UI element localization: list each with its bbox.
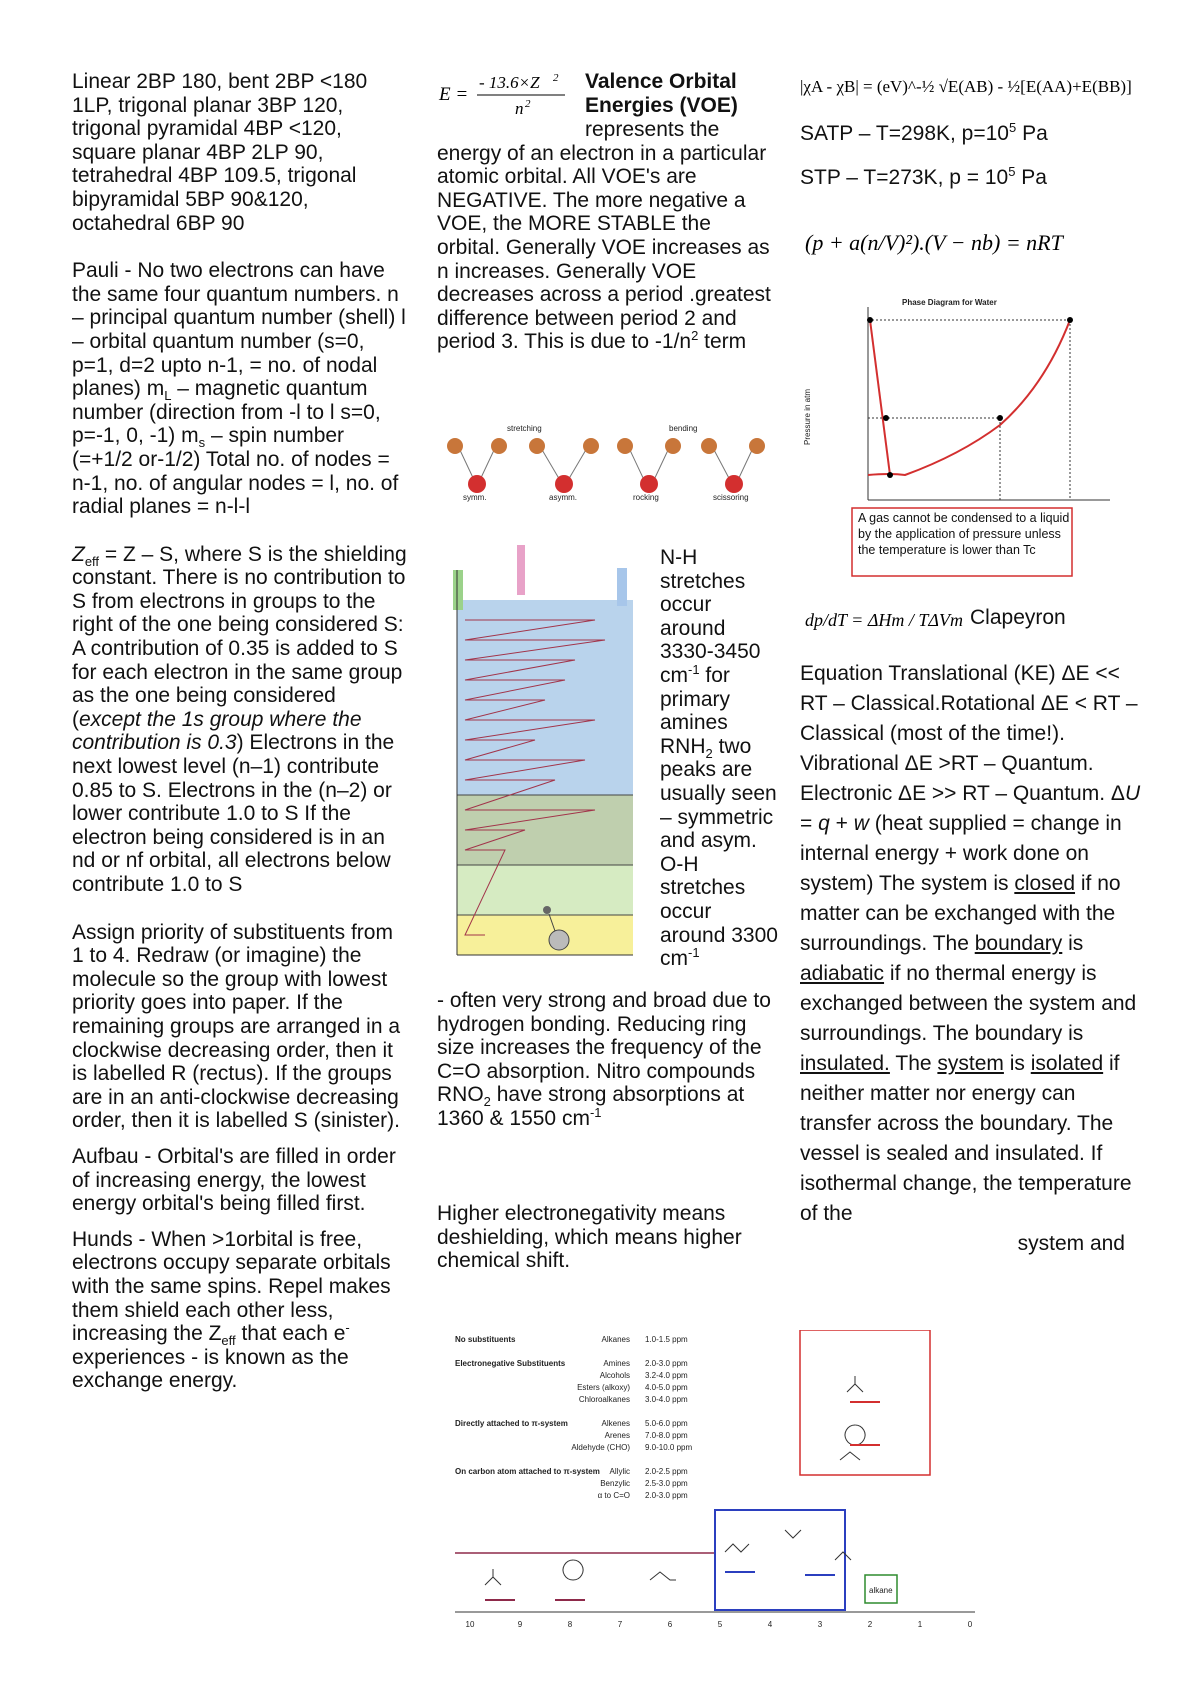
column-middle: [437, 70, 777, 354]
nmr-shift-range: 2.5-3.0 ppm: [645, 1479, 688, 1488]
clapeyron-formula-text: dp/dT = ΔHm / TΔVm: [805, 610, 963, 630]
svg-text:n: n: [515, 99, 524, 118]
phase-note: A gas cannot be condensed to a liquid by the application of pressure unless the temperature is lower than Tc: [858, 511, 1070, 557]
van-der-waals-formula: [805, 212, 1105, 272]
nmr-compound: Alkanes: [601, 1335, 630, 1344]
voe-formula-svg: [437, 70, 577, 118]
nmr-compound: Aldehyde (CHO): [571, 1443, 630, 1452]
nmr-shift-range: 4.0-5.0 ppm: [645, 1383, 688, 1392]
svg-text:- 13.6×Z: - 13.6×Z: [479, 73, 540, 92]
clapeyron-formula: [805, 592, 965, 650]
nmr-shift-range: 5.0-6.0 ppm: [645, 1419, 688, 1428]
nmr-group-label: Directly attached to π-system: [455, 1419, 568, 1428]
phase-diagram-figure: [800, 295, 1120, 585]
nmr-compound: Alkenes: [601, 1419, 630, 1428]
nmr-compound: Esters (alkoxy): [577, 1383, 630, 1392]
nmr-text: Higher electronegativity means deshielding, which means higher chemical shift.: [437, 1202, 742, 1273]
label-stretching: stretching: [507, 424, 542, 433]
nmr-compound: α to C=O: [597, 1491, 630, 1500]
nmr-shift-range: 1.0-1.5 ppm: [645, 1335, 688, 1344]
svg-text:2: 2: [553, 72, 559, 84]
nmr-axis-tick-label: 10: [465, 1620, 475, 1629]
nmr-shift-range: 9.0-10.0 ppm: [645, 1443, 693, 1452]
nmr-compound: Allylic: [609, 1467, 630, 1476]
electronegativity-formula-text: |χA - χB| = (eV)^-½ √E(AB) - ½[E(AA)+E(BB)]: [800, 77, 1132, 96]
vibration-modes-figure: [437, 420, 777, 502]
nmr-shift-range: 2.0-2.5 ppm: [645, 1467, 688, 1476]
nmr-compound: Amines: [603, 1359, 630, 1368]
label-asymm: asymm.: [549, 493, 577, 502]
voe-text: represents the energy of an electron in a particular atomic orbital. All VOE's are NEGATIVE. The more negative a VOE, the MORE STABLE the orbital. Generally VOE increases as n increases. Generally VOE decreases across a period .greatest difference between period 2 and period 3. This is due to $-1/n^2$ term: [437, 118, 771, 354]
nmr-group-label: On carbon atom attached to π-system: [455, 1467, 600, 1476]
nmr-axis-tick-label: 3: [817, 1620, 823, 1629]
thermo-paragraph: Equation Translational (KE) ΔE << RT – Classical.Rotational ΔE < RT – Classical (most of the time!). Vibrational ΔE >RT – Quantum. Electronic ΔE >> RT – Quantum. ΔU = q + w (heat supplied = change in internal energy + work done on system) The system is closed if no matter can be exchanged with the surroundings. The boundary is adiabatic if no thermal energy is exchanged between the system and surroundings. The boundary is insulated. The system is isolated if neither matter nor energy can transfer across the boundary. The vessel is sealed and insulated. If isothermal change, the temperature of the system and: [800, 659, 1145, 1259]
nmr-shift-range: 2.0-3.0 ppm: [645, 1359, 688, 1368]
electronegativity-formula: [800, 72, 1140, 100]
nmr-compound: Chloroalkanes: [578, 1395, 630, 1404]
nmr-table: [455, 1335, 692, 1500]
thermo-tail: system and: [1017, 1232, 1125, 1255]
stp-line: STP – T=273K, $p = 10^5$ Pa: [800, 164, 1047, 189]
column-left: [72, 70, 407, 1417]
alkane-box-label: alkane: [869, 1586, 893, 1595]
label-scissoring: scissoring: [713, 493, 749, 502]
label-rocking: rocking: [633, 493, 659, 502]
vsepr-paragraph: Linear 2BP 180, bent 2BP <180 1LP, trigonal planar 3BP 120, trigonal pyramidal 4BP <120, square planar 4BP 2LP 90, tetrahedral 4BP 109.5, trigonal bipyramidal 5BP 90&120, octahedral 6BP 90: [72, 70, 368, 235]
nmr-axis-tick-label: 0: [967, 1620, 973, 1629]
clapeyron-label: Clapeyron: [970, 606, 1066, 629]
nmr-axis: [466, 1620, 973, 1629]
nmr-axis-tick-label: 9: [517, 1620, 523, 1629]
label-symm: symm.: [463, 493, 487, 502]
nmr-compound: Arenes: [604, 1431, 630, 1440]
nmr-axis-tick-label: 5: [717, 1620, 723, 1629]
ir-text-continued: - often very strong and broad due to hydrogen bonding. Reducing ring size increases the frequency of the C=O absorption. Nitro compounds $RNO_2$ have strong absorptions at 1360 & 1550 $cm^{-1}$: [437, 989, 771, 1130]
svg-text:E =: E =: [439, 84, 469, 105]
nmr-axis-tick-label: 8: [567, 1620, 573, 1629]
label-bending: bending: [669, 424, 698, 433]
voe-block: [437, 70, 777, 354]
nmr-axis-tick-label: 6: [667, 1620, 673, 1629]
nmr-axis-tick-label: 4: [767, 1620, 773, 1629]
svg-text:2: 2: [525, 98, 531, 110]
clapeyron-block: [805, 592, 1145, 650]
nmr-compound: Alcohols: [599, 1371, 630, 1380]
cip-paragraph: Assign priority of substituents from 1 to 4. Redraw (or imagine) the molecule so the group with lowest priority goes into paper. If the remaining groups are arranged in a clockwise decreasing order, then it is labelled R (rectus). If the groups are in an anti-clockwise decreasing order, then it is labelled S (sinister).: [72, 920, 401, 1133]
voe-title: Valence Orbital Energies (VOE): [585, 70, 738, 117]
nmr-group-label: Electronegative Substituents: [455, 1359, 566, 1368]
zeff-paragraph: $Z_{eff} = Z - S$, where S is the shielding constant. There is no contribution to S from electrons in groups to the right of the one being considered S: A contribution of 0.35 is added to S for each electron in the same group as the one being considered (except the 1s group where the contribution is 0.3) Electrons in the next lowest level (n–1) contribute 0.85 to S. Electrons in the (n–2) or lower contribute 1.0 to S If the electron being considered is in an nd or nf orbital, all electrons below contribute 1.0 to S: [72, 542, 407, 896]
van-der-waals-text: (p + a(n/V)²).(V − nb) = nRT: [805, 230, 1063, 255]
nmr-shift-range: 7.0-8.0 ppm: [645, 1431, 688, 1440]
phase-ylabel: Pressure in atm: [803, 388, 812, 445]
nmr-compound: Benzylic: [600, 1479, 630, 1488]
nmr-shift-range: 2.0-3.0 ppm: [645, 1491, 688, 1500]
aufbau-paragraph: Aufbau - Orbital's are filled in order of increasing energy, the lowest energy orbital's being filled first.: [72, 1144, 396, 1216]
nmr-axis-tick-label: 2: [867, 1620, 873, 1629]
phase-title: Phase Diagram for Water: [902, 298, 997, 307]
nmr-shift-range: 3.0-4.0 ppm: [645, 1395, 688, 1404]
ir-text: N-H stretches occur around 3330-3450 $cm^{-1}$ for primary amines $RNH_2$ two peaks are usually seen – symmetric and asym. O-H stretches occur around 3300 $cm^{-1}$: [660, 546, 778, 971]
pauli-paragraph: Pauli - No two electrons can have the same four quantum numbers. n – principal quantum number (shell) l – orbital quantum number (s=0, p=1, d=2 upto n-1, = no. of nodal planes) $m_L$ – magnetic quantum number (direction from -l to l s=0, p=-1, 0, -1) $m_s$ – spin number (=+1/2 or-1/2) Total no. of nodes = n-1, no. of angular nodes = l, no. of radial planes = n-l-l: [72, 259, 406, 519]
hunds-paragraph: Hunds - When >1orbital is free, electrons occupy separate orbitals with the same spins. Repel makes them shield each other less, increasing the $Z_{eff}$ that each e- experiences - is known as the exchange energy.: [72, 1227, 391, 1393]
region-blue: [457, 600, 633, 795]
nmr-group-label: No substituents: [455, 1335, 516, 1344]
satp-line: SATP – T=298K, $p=10^5$ Pa: [800, 120, 1048, 145]
ir-spectrum-figure: [445, 540, 640, 960]
voe-formula: [437, 70, 577, 118]
nmr-axis-tick-label: 1: [917, 1620, 923, 1629]
nmr-shift-figure: [455, 1330, 975, 1635]
nmr-shift-range: 3.2-4.0 ppm: [645, 1371, 688, 1380]
nmr-axis-tick-label: 7: [617, 1620, 623, 1629]
